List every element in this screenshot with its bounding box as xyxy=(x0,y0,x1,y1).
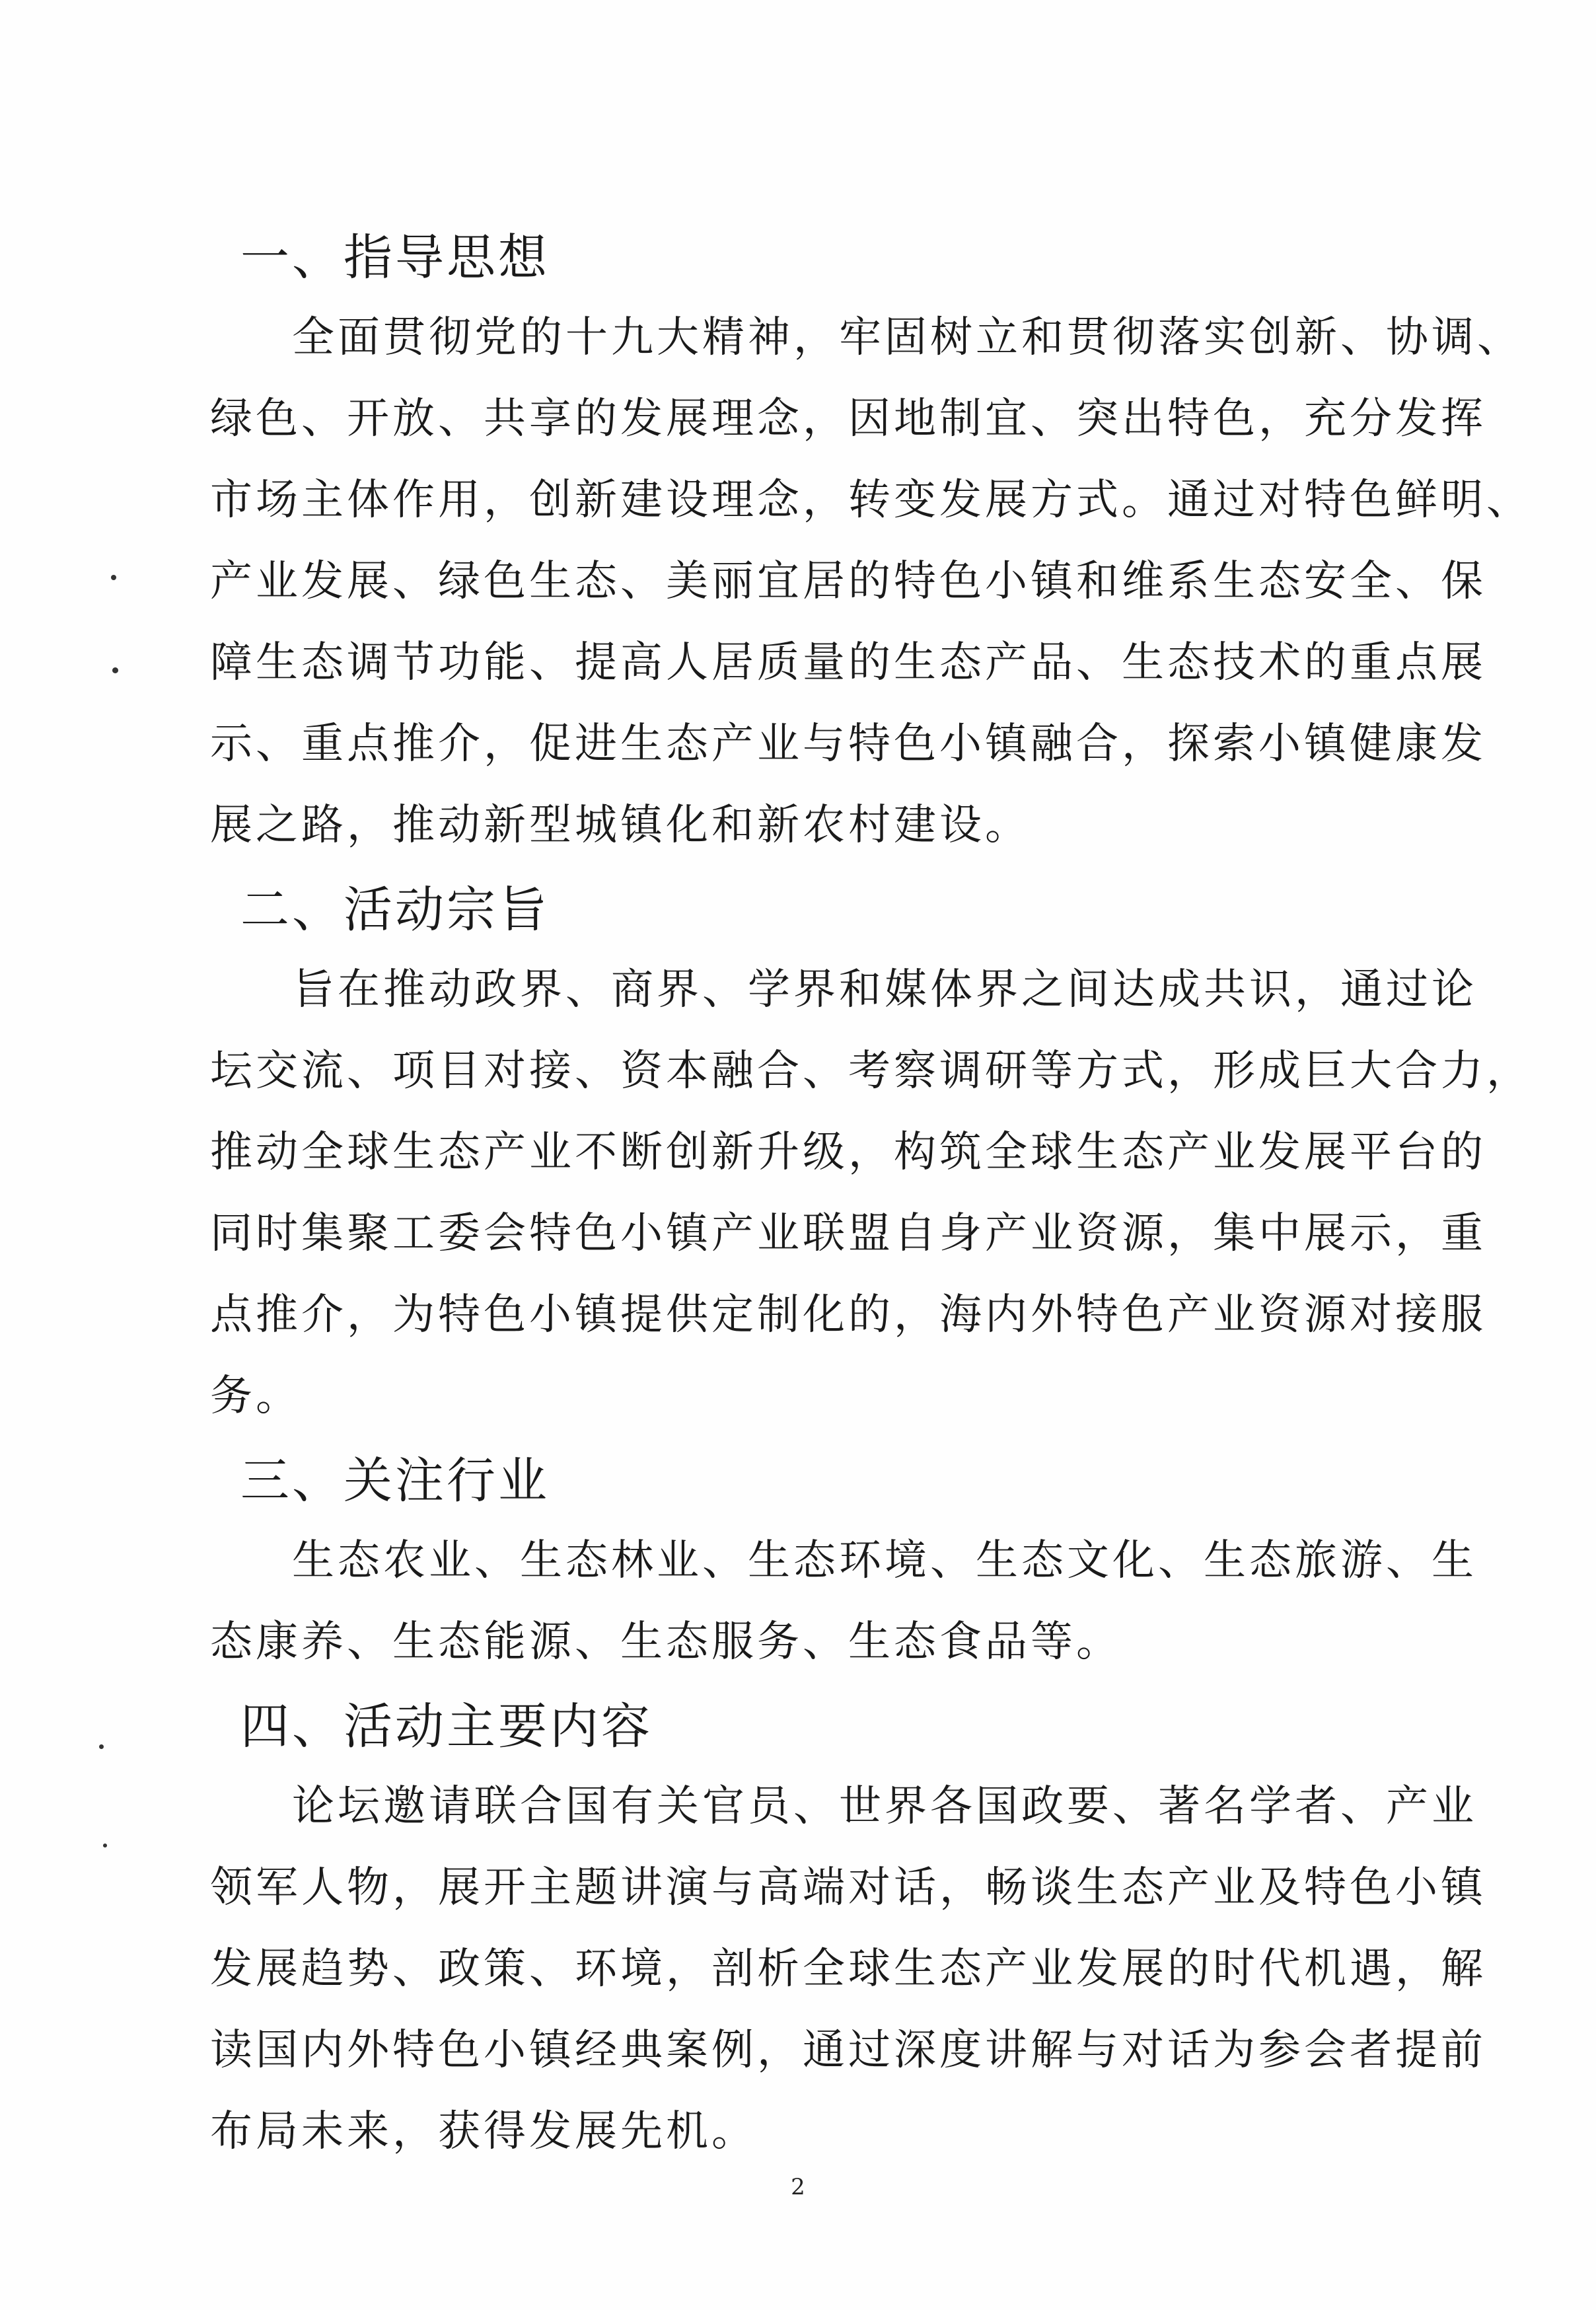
paragraph-line: 坛交流、项目对接、资本融合、考察调研等方式，形成巨大合力， xyxy=(210,1047,1532,1096)
scan-speck xyxy=(103,1844,107,1847)
paragraph-line: 推动全球生态产业不断创新升级，构筑全球生态产业发展平台的 xyxy=(210,1128,1486,1177)
paragraph-line: 展之路，推动新型城镇化和新农村建设。 xyxy=(210,801,1031,850)
section-focus-industries xyxy=(210,1441,1477,1683)
paragraph-line: 布局未来，获得发展先机。 xyxy=(210,2107,757,2156)
paragraph-line: 市场主体作用，创新建设理念，转变发展方式。通过对特色鲜明、 xyxy=(210,476,1532,525)
scan-speck xyxy=(99,1744,104,1749)
paragraph-line: 同时集聚工委会特色小镇产业联盟自身产业资源，集中展示，重 xyxy=(210,1209,1486,1258)
paragraph-line: 论坛邀请联合国有关官员、世界各国政要、著名学者、产业 xyxy=(292,1782,1477,1831)
scan-speck xyxy=(112,667,118,673)
paragraph-line: 绿色、开放、共享的发展理念，因地制宜、突出特色，充分发挥 xyxy=(210,394,1486,443)
section-heading: 二、活动宗旨 xyxy=(240,881,550,938)
paragraph-line: 发展趋势、政策、环境，剖析全球生态产业发展的时代机遇，解 xyxy=(210,1945,1486,1993)
paragraph-line: 务。 xyxy=(210,1372,301,1421)
paragraph-line: 产业发展、绿色生态、美丽宜居的特色小镇和维系生态安全、保 xyxy=(210,557,1486,606)
page-number: 2 xyxy=(791,2174,805,2200)
section-activity-purpose xyxy=(210,870,1532,1437)
section-main-content xyxy=(210,1687,1486,2173)
paragraph-line: 点推介，为特色小镇提供定制化的，海内外特色产业资源对接服 xyxy=(210,1290,1486,1339)
section-guiding-ideology xyxy=(210,218,1532,866)
paragraph-line: 示、重点推介，促进生态产业与特色小镇融合，探索小镇健康发 xyxy=(210,720,1486,768)
section-heading: 四、活动主要内容 xyxy=(240,1698,653,1755)
paragraph-line: 态康养、生态能源、生态服务、生态食品等。 xyxy=(210,1618,1122,1666)
section-heading: 三、关注行业 xyxy=(240,1452,550,1509)
paragraph-line: 生态农业、生态林业、生态环境、生态文化、生态旅游、生 xyxy=(292,1536,1477,1585)
document-body xyxy=(210,218,1532,2173)
paragraph-line: 障生态调节功能、提高人居质量的生态产品、生态技术的重点展 xyxy=(210,638,1486,687)
paragraph-line: 读国内外特色小镇经典案例，通过深度讲解与对话为参会者提前 xyxy=(210,2026,1486,2075)
paragraph-line: 全面贯彻党的十九大精神，牢固树立和贯彻落实创新、协调、 xyxy=(292,313,1523,362)
paragraph-line: 领军人物，展开主题讲演与高端对话，畅谈生态产业及特色小镇 xyxy=(210,1863,1486,1912)
paragraph-line: 旨在推动政界、商界、学界和媒体界之间达成共识，通过论 xyxy=(292,965,1477,1014)
section-heading: 一、指导思想 xyxy=(240,229,550,286)
scan-speck xyxy=(111,575,116,580)
